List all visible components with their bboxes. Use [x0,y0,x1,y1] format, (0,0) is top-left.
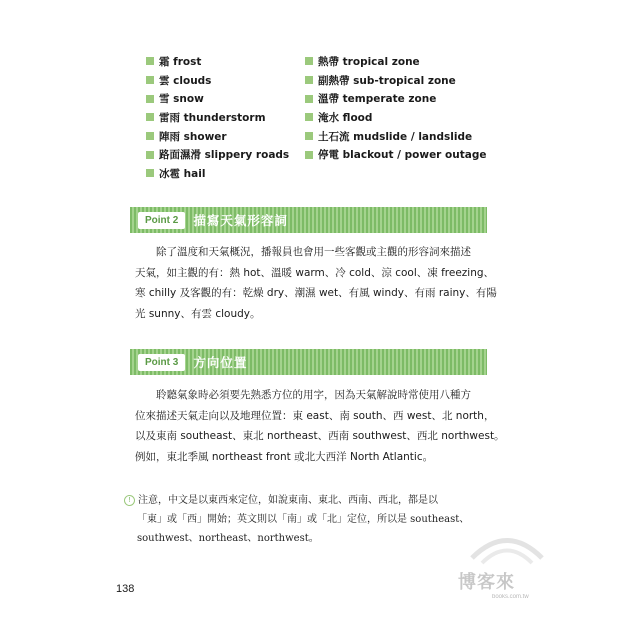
note-info-icon: ! [124,495,135,506]
square-bullet-icon [146,169,154,177]
vocab-item: 溫帶 temperate zone [305,89,486,108]
point-3-title: 方向位置 [193,355,248,370]
square-bullet-icon [305,76,313,84]
watermark-text: 博客來 [458,572,515,593]
vocab-item: 熱帶 tropical zone [305,52,486,71]
paragraph-line: 以及東南 southeast、東北 northeast、西南 southwest、西北 northwest。 [135,430,505,442]
vocab-item: 土石流 mudslide / landslide [305,127,486,146]
note-line: 「東」或「西」開始；英文則以「南」或「北」定位，所以是 southeast、 [137,514,470,525]
square-bullet-icon [305,113,313,121]
vocab-item: 霜 frost [146,52,289,71]
vocab-item: 陣雨 shower [146,127,289,146]
note-line: ! 注意，中文是以東西來定位，如說東南、東北、西南、西北，都是以 [124,491,494,510]
vocab-item: 雲 clouds [146,71,289,90]
point-2-tag: Point 2 [138,212,185,229]
note-block [124,491,494,548]
vocab-list-right [305,52,486,164]
vocab-item: 雪 snow [146,89,289,108]
vocab-item: 淹水 flood [305,108,486,127]
square-bullet-icon [146,57,154,65]
square-bullet-icon [305,95,313,103]
point-3-header [130,349,487,375]
square-bullet-icon [305,132,313,140]
paragraph-line: 除了溫度和天氣概況，播報員也會用一些客觀或主觀的形容詞來描述 [135,246,471,258]
paragraph-line: 聆聽氣象時必須要先熟悉方位的用字，因為天氣解說時常使用八種方 [135,389,471,401]
square-bullet-icon [146,151,154,159]
vocab-item: 停電 blackout / power outage [305,145,486,164]
paragraph-line: 寒 chilly 及客觀的有：乾燥 dry、潮濕 wet、有風 windy、有雨 rainy、有陽 [135,287,497,299]
vocab-item: 副熱帶 sub-tropical zone [305,71,486,90]
vocab-list-left [146,52,289,183]
square-bullet-icon [305,57,313,65]
paragraph-line: 位來描述天氣走向以及地理位置：東 east、南 south、西 west、北 north， [135,409,495,422]
point-3-tag: Point 3 [138,354,185,371]
square-bullet-icon [146,113,154,121]
square-bullet-icon [146,76,154,84]
square-bullet-icon [146,132,154,140]
square-bullet-icon [305,151,313,159]
paragraph-line: 光 sunny、有雲 cloudy。 [135,307,261,320]
page-number: 138 [116,583,135,595]
vocab-item: 雷雨 thunderstorm [146,108,289,127]
paragraph-line: 天氣，如主觀的有：熱 hot、溫暖 warm、冷 cold、涼 cool、凍 freezing、 [135,266,495,279]
point-2-header [130,207,487,233]
point-2-paragraph [135,242,497,324]
paragraph-line: 例如，東北季風 northeast front 或北大西洋 North Atlantic。 [135,450,434,463]
watermark-url: books.com.tw [492,594,529,600]
note-line: southwest、northeast、northwest。 [137,533,319,544]
vocab-item: 路面濕滑 slippery roads [146,145,289,164]
square-bullet-icon [146,95,154,103]
point-2-title: 描寫天氣形容詞 [193,213,288,228]
point-3-paragraph [135,385,505,467]
vocab-item: 冰雹 hail [146,164,289,183]
